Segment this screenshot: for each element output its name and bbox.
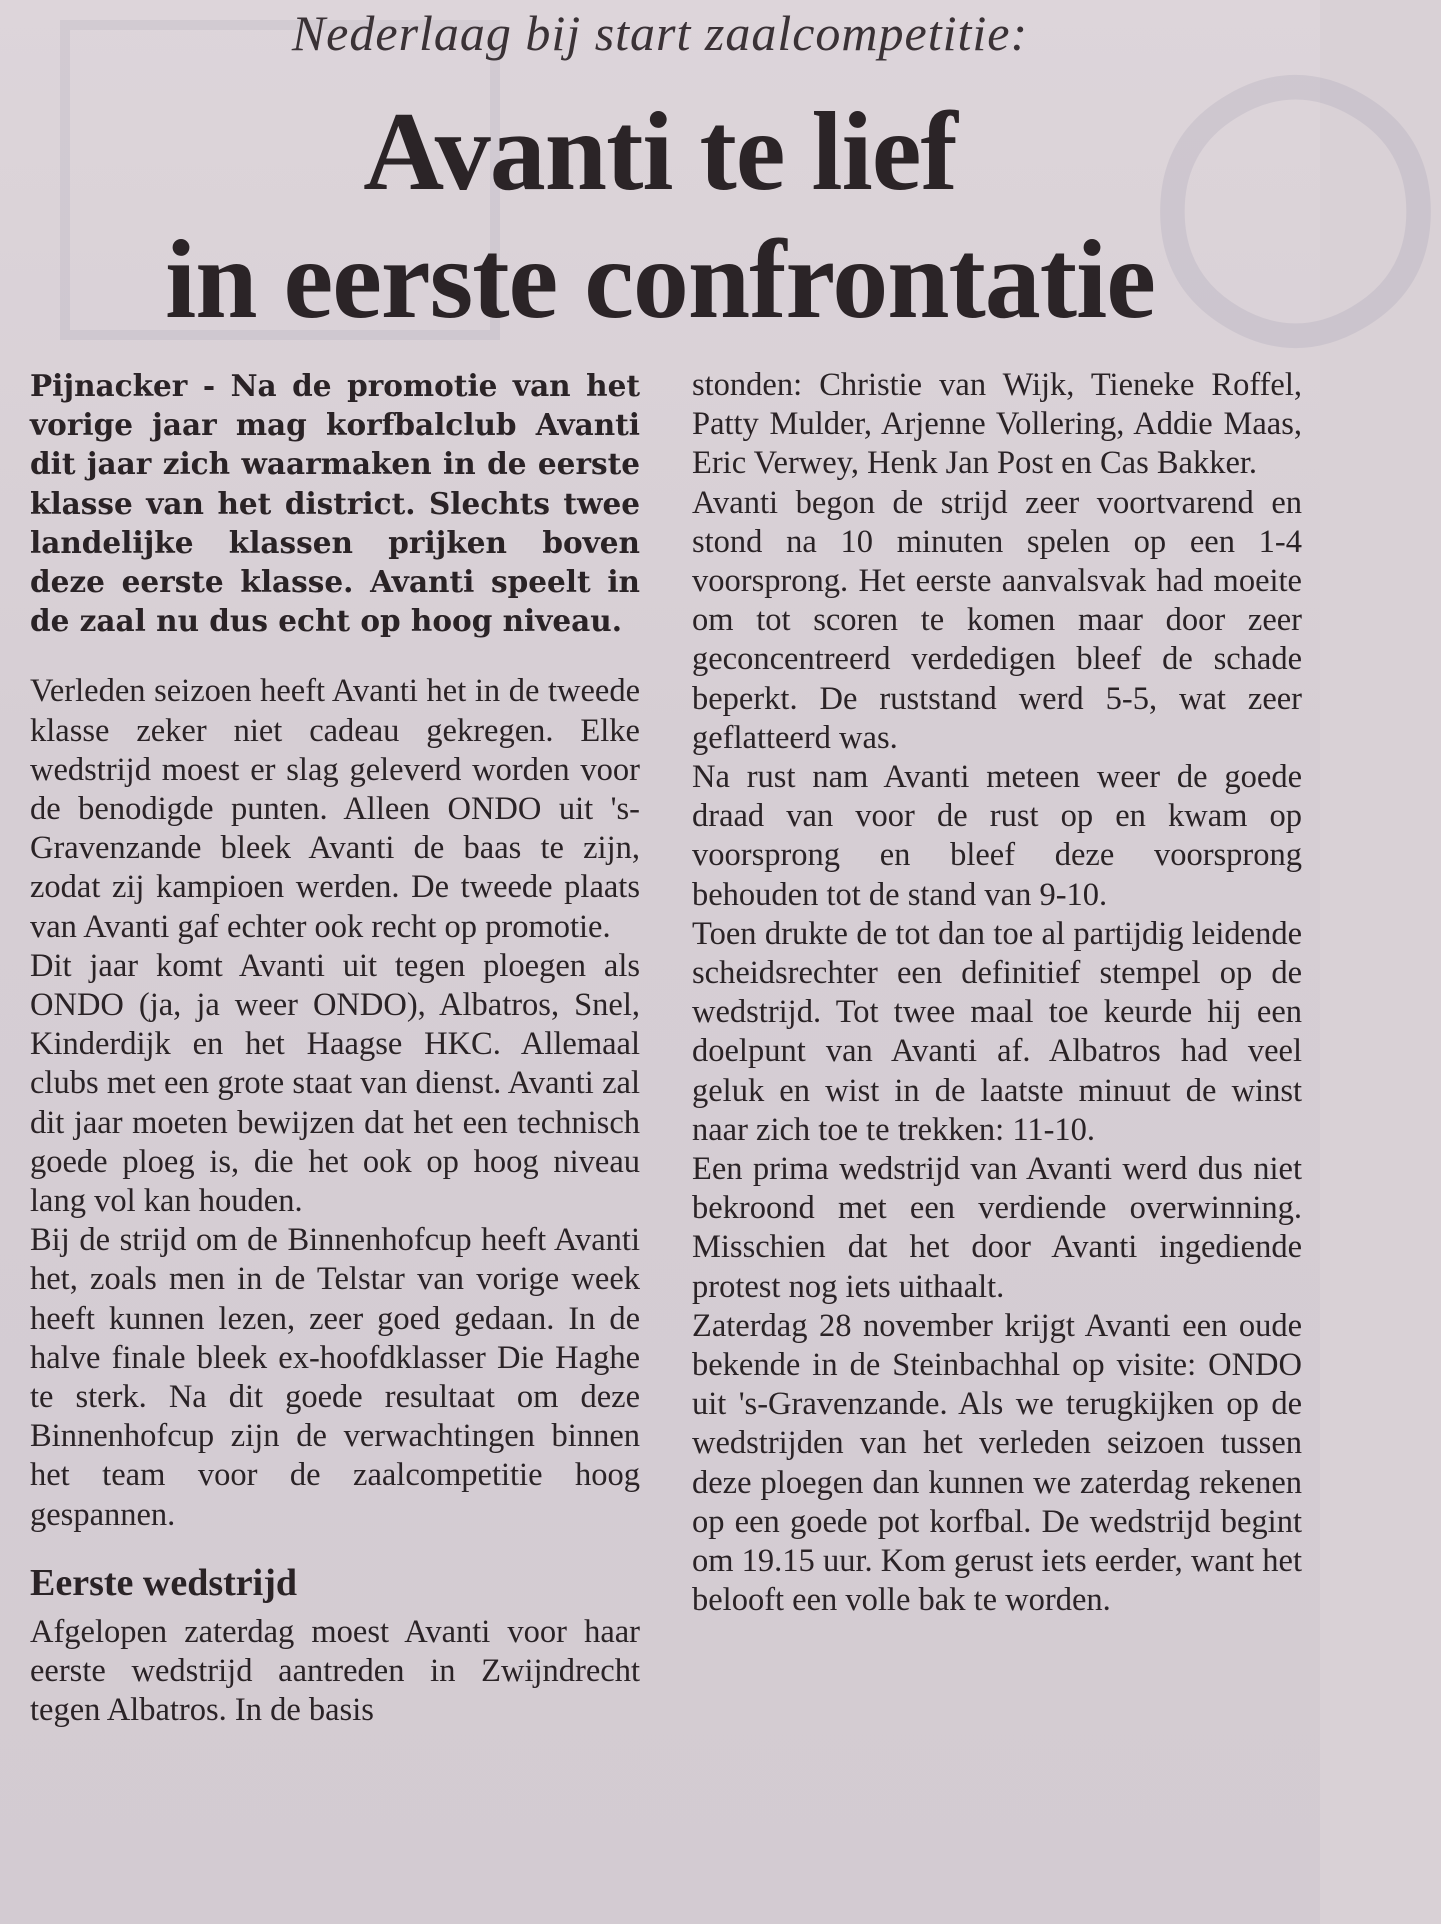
body-paragraph: Bij de strijd om de Binnenhofcup heeft Avanti het, zoals men in de Telstar van vorige week heeft kunnen lezen, zeer goed gedaan. In de halve finale bleek ex-hoofdklasser Die Haghe te sterk. Na dit goede resultaat om deze Binnenhofcup zijn de verwachtingen binnen het team voor de zaalcompetitie hoog gespannen. <box>30 1222 640 1533</box>
body-paragraph: Avanti begon de strijd zeer voortvarend en stond na 10 minuten spelen op een 1-4 voorsprong. Het eerste aanvalsvak had moeite om tot scoren te komen maar door zeer geconcentreerd verdedigen bleef de schade beperkt. De ruststand werd 5-5, wat zeer geflatteerd was. <box>692 484 1302 756</box>
left-column <box>30 366 640 1731</box>
body-paragraph: Verleden seizoen heeft Avanti het in de tweede klasse zeker niet cadeau gekregen. Elke wedstrijd moest er slag geleverd worden voor de benodigde punten. Alleen ONDO uit 's-Gravenzande bleek Avanti de baas te zijn, zodat zij kampioen werden. De tweede plaats van Avanti gaf echter ook recht op promotie. <box>30 673 640 945</box>
body-paragraph: Afgelopen zaterdag moest Avanti voor haar eerste wedstrijd aantreden in Zwijndrecht tegen Albatros. In de basis <box>30 1613 640 1729</box>
body-paragraph: Dit jaar komt Avanti uit tegen ploegen als ONDO (ja, ja weer ONDO), Albatros, Snel, Kinderdijk en het Haagse HKC. Allemaal clubs met een grote staat van dienst. Avanti zal dit jaar moeten bewijzen dat het een technisch goede ploeg is, die het ook op hoog niveau lang vol kan houden. <box>30 947 640 1220</box>
lead-paragraph: Pijnacker - Na de promotie van het vorige jaar mag korfbalclub Avanti dit jaar zich waarmaken in de eerste klasse van het district. Slechts twee landelijke klassen prijken boven deze eerste klasse. Avanti speelt in de zaal nu dus echt op hoog niveau. <box>30 368 640 639</box>
subheading: Eerste wedstrijd <box>30 1561 297 1604</box>
body-paragraph: Een prima wedstrijd van Avanti werd dus niet bekroond met een verdiende overwinning. Misschien dat het door Avanti ingediende protest nog iets uithaalt. <box>692 1151 1302 1305</box>
body-paragraph: stonden: Christie van Wijk, Tieneke Roffel, Patty Mulder, Arjenne Vollering, Addie Maas, Eric Verwey, Henk Jan Post en Cas Bakker. <box>692 367 1302 482</box>
body-paragraph: Toen drukte de tot dan toe al partijdig leidende scheidsrechter een definitief stempel op de wedstrijd. Tot twee maal toe keurde hij een doelpunt van Avanti af. Albatros had veel geluk en wist in de laatste minuut de winst naar zich toe te trekken: 11-10. <box>692 915 1302 1148</box>
body-paragraph: Zaterdag 28 november krijgt Avanti een oude bekende in de Steinbachhal op visite: ONDO uit 's-Gravenzande. Als we terugkijken op de wedstrijden van het verleden seizoen tussen deze ploegen dan kunnen we zaterdag rekenen op een goede pot korfbal. De wedstrijd begint om 19.15 uur. Kom gerust iets eerder, want het belooft een volle bak te worden. <box>692 1307 1302 1619</box>
body-paragraph: Na rust nam Avanti meteen weer de goede draad van voor de rust op en kwam op voorsprong en bleef deze voorsprong behouden tot de stand van 9-10. <box>692 759 1302 913</box>
headline-line-2: in eerste confrontatie <box>165 218 1155 342</box>
article-kicker: Nederlaag bij start zaalcompetitie: <box>291 5 1029 61</box>
headline-line-1: Avanti te lief <box>363 90 957 214</box>
show-through-print: ◯ <box>1150 45 1441 335</box>
right-column <box>692 366 1302 1621</box>
